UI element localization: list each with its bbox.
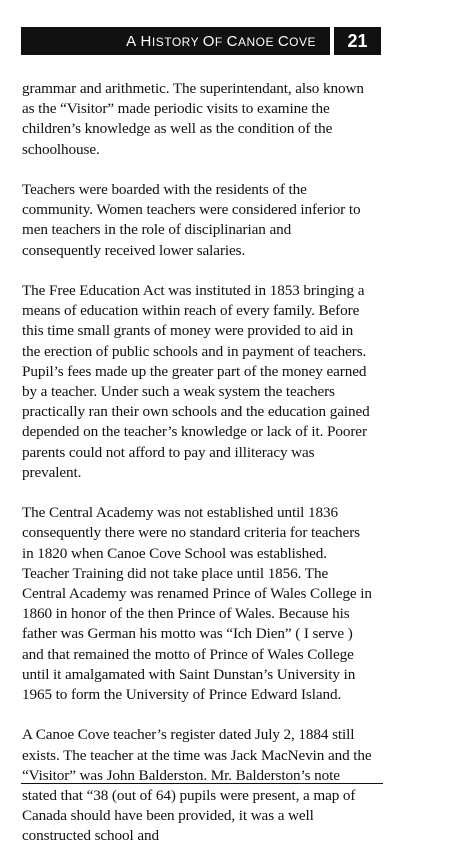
header-title: A HISTORY OF CANOE COVE (126, 32, 316, 50)
page-body (22, 79, 372, 867)
paragraph: Teachers were boarded with the residents of the community. Women teachers were considered inferior to men teachers in the role of disciplinarian and consequently received lower salaries. (22, 181, 361, 259)
page-number: 21 (334, 27, 381, 55)
header-title-bar (21, 27, 330, 55)
paragraph: grammar and arithmetic. The superintendant, also known as the “Visitor” made periodic visits to examine the children’s knowledge as well as the condition of the schoolhouse. (22, 80, 364, 158)
paragraph: A Canoe Cove teacher’s register dated July 2, 1884 still exists. The teacher at the time was Jack MacNevin and the “Visitor” was John Balderston. Mr. Balderston’s note stated that “38 (out of 64) pupils were present, a map of Canada should have been provided, it was a well constructed school and (22, 726, 372, 845)
running-header (21, 27, 381, 55)
footer-rule (21, 783, 383, 784)
paragraph: The Free Education Act was instituted in 1853 bringing a means of education within reach of every family. Before this time small grants of money were provided to aid in the erection of public schools and in payment of teachers. Pupil’s fees made up the greater part of the money earned by a teacher. Under such a weak system the teachers practically ran their own schools and the education gained depended on the teacher’s knowledge or lack of it. Poorer parents could not afford to pay and illiteracy was prevalent. (22, 282, 370, 481)
paragraph: The Central Academy was not established until 1836 consequently there were no standard criteria for teachers in 1820 when Canoe Cove School was established. Teacher Training did not take place until 1856. The Central Academy was renamed Prince of Wales College in 1860 in honor of the then Prince of Wales. Because his father was German his motto was “Ich Dien” ( I serve ) and that remained the motto of Prince of Wales College until it amalgamated with Saint Dunstan’s University in 1965 to form the University of Prince Edward Island. (22, 504, 372, 704)
